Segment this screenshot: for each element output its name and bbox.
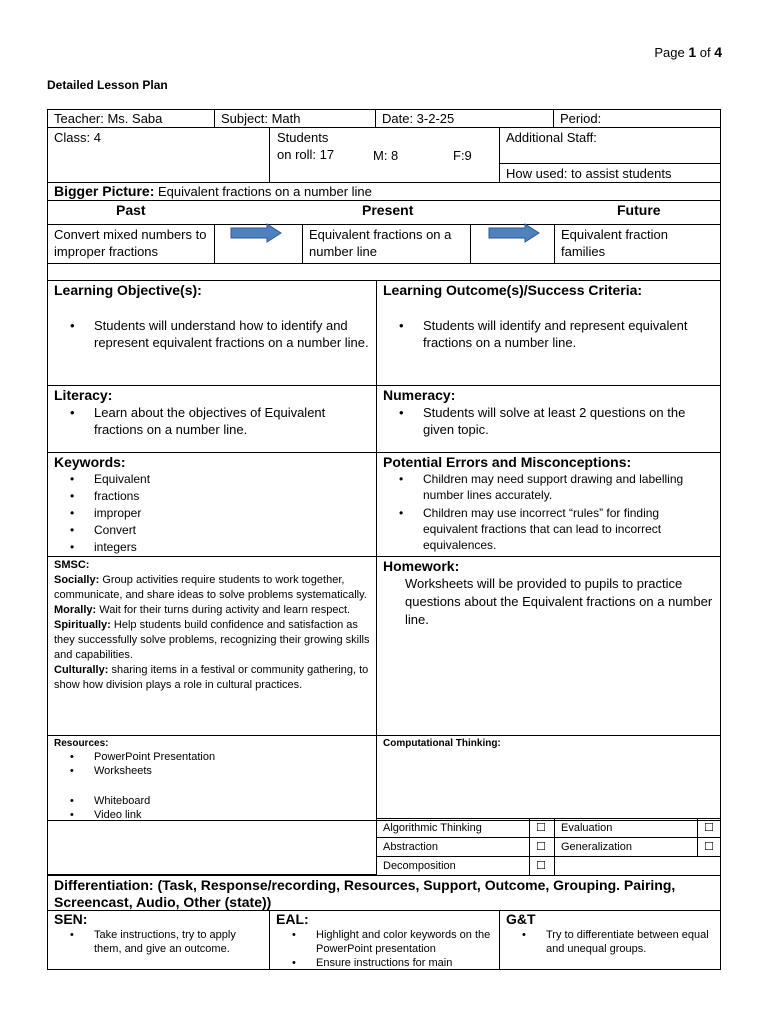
homework-title: Homework: — [383, 558, 460, 574]
list-item: • Children may need support drawing and labelling number lines accurately. — [377, 471, 714, 503]
list-item: • Learn about the objectives of Equivalent fractions on a number line. — [48, 404, 370, 438]
past-box: Convert mixed numbers to improper fractions — [47, 224, 215, 264]
class-cell: Class: 4 — [47, 127, 270, 183]
list-item: • Video link — [48, 808, 370, 822]
eal — [269, 910, 500, 970]
smsc-culturally: Culturally: sharing items in a festival or community gathering, to show how division plays a role in cultural practices. — [54, 664, 369, 691]
algorithmic-thinking-label: Algorithmic Thinking — [376, 818, 530, 838]
teacher-cell: Teacher: Ms. Saba — [47, 109, 215, 128]
keywords-title: Keywords: — [54, 454, 126, 470]
sen — [47, 910, 270, 970]
date-cell: Date: 3-2-25 — [375, 109, 554, 128]
how-used-cell: How used: to assist students — [499, 163, 721, 183]
objectives-title: Learning Objective(s): — [54, 282, 202, 298]
list-item: • fractions — [48, 488, 370, 505]
list-item: • Try to differentiate between equal and unequal groups. — [500, 928, 714, 956]
learning-objectives — [47, 280, 377, 386]
literacy — [47, 385, 377, 453]
list-item: • Students will identify and represent equivalent fractions on a number line. — [377, 317, 714, 351]
list-item: • Worksheets — [48, 764, 370, 778]
students-label: Students on roll: 17 — [277, 130, 335, 162]
smsc-spiritually: Spiritually: Help students build confidence and satisfaction as they successfully solve problems, recognizing their growing skills and capabilities. — [54, 619, 370, 661]
subject-cell: Subject: Math — [214, 109, 376, 128]
students-cell — [269, 127, 500, 183]
outcomes-title: Learning Outcome(s)/Success Criteria: — [383, 282, 643, 298]
arrow-right-icon — [229, 223, 283, 243]
blank-cell — [554, 856, 721, 876]
computational-title: Computational Thinking: — [383, 738, 501, 749]
blank-cell — [47, 820, 377, 875]
abstraction-label: Abstraction — [376, 837, 530, 857]
decomposition-checkbox[interactable]: ☐ — [529, 856, 555, 876]
learning-outcomes — [376, 280, 721, 386]
timeline-header — [47, 200, 721, 225]
list-item: • Equivalent — [48, 471, 370, 488]
period-cell: Period: — [553, 109, 721, 128]
evaluation-label: Evaluation — [554, 818, 698, 838]
keywords — [47, 452, 377, 557]
computational-thinking — [376, 735, 721, 821]
errors-title: Potential Errors and Misconceptions: — [383, 454, 632, 470]
abstraction-checkbox[interactable]: ☐ — [529, 837, 555, 857]
bigger-picture: Bigger Picture: Equivalent fractions on a number line — [47, 182, 721, 201]
potential-errors — [376, 452, 721, 557]
eal-title: EAL: — [276, 911, 309, 927]
female-count: F:9 — [453, 148, 472, 163]
numeracy — [376, 385, 721, 453]
smsc-morally: Morally: Wait for their turns during activity and learn respect. — [54, 604, 351, 616]
smsc — [47, 556, 377, 736]
literacy-title: Literacy: — [54, 387, 113, 403]
numeracy-title: Numeracy: — [383, 387, 456, 403]
list-item: • Students will understand how to identify and represent equivalent fractions on a number line. — [48, 317, 370, 351]
homework — [376, 556, 721, 736]
page-number: Page 1 of 4 — [654, 44, 722, 60]
list-item: • Students will solve at least 2 questions on the given topic. — [377, 404, 714, 438]
list-item: • integers — [48, 539, 370, 556]
gifted-talented — [499, 910, 721, 970]
resources — [47, 735, 377, 821]
list-item: • Convert — [48, 522, 370, 539]
generalization-label: Generalization — [554, 837, 698, 857]
smsc-title: SMSC: — [54, 559, 90, 571]
list-item: • Whiteboard — [48, 794, 370, 808]
differentiation-title: Differentiation: (Task, Response/recording, Resources, Support, Outcome, Grouping. Pairing, Screencast, Audio, Other (state)) — [47, 875, 721, 911]
future-label: Future — [617, 202, 661, 218]
decomposition-label: Decomposition — [376, 856, 530, 876]
spacer-row — [47, 263, 721, 281]
future-box: Equivalent fraction families — [554, 224, 721, 264]
arrow-right-icon — [487, 223, 541, 243]
gt-title: G&T — [506, 911, 536, 927]
list-item: • Highlight and color keywords on the PowerPoint presentation — [270, 928, 493, 956]
past-label: Past — [116, 202, 146, 218]
list-item: • Take instructions, try to apply them, and give an outcome. — [48, 928, 263, 956]
evaluation-checkbox[interactable]: ☐ — [697, 818, 721, 838]
list-item: • improper — [48, 505, 370, 522]
generalization-checkbox[interactable]: ☐ — [697, 837, 721, 857]
present-label: Present — [362, 202, 414, 218]
present-box: Equivalent fractions on a number line — [302, 224, 471, 264]
list-item: • PowerPoint Presentation — [48, 750, 370, 764]
homework-text: Worksheets will be provided to pupils to practice questions about the Equivalent fractions on a number line. — [405, 576, 713, 627]
additional-staff-cell: Additional Staff: — [499, 127, 721, 164]
algorithmic-checkbox[interactable]: ☐ — [529, 818, 555, 838]
smsc-socially: Socially: Group activities require students to work together, communicate, and share ideas to solve problems systematically. — [54, 574, 367, 601]
document-title: Detailed Lesson Plan — [47, 78, 168, 92]
list-item: • Children may use incorrect “rules” for finding equivalent fractions that can lead to incorrect equivalences. — [377, 505, 714, 553]
male-count: M: 8 — [373, 148, 399, 163]
sen-title: SEN: — [54, 911, 88, 927]
resources-title: Resources: — [54, 738, 109, 749]
list-item: • Ensure instructions for main — [270, 956, 493, 970]
